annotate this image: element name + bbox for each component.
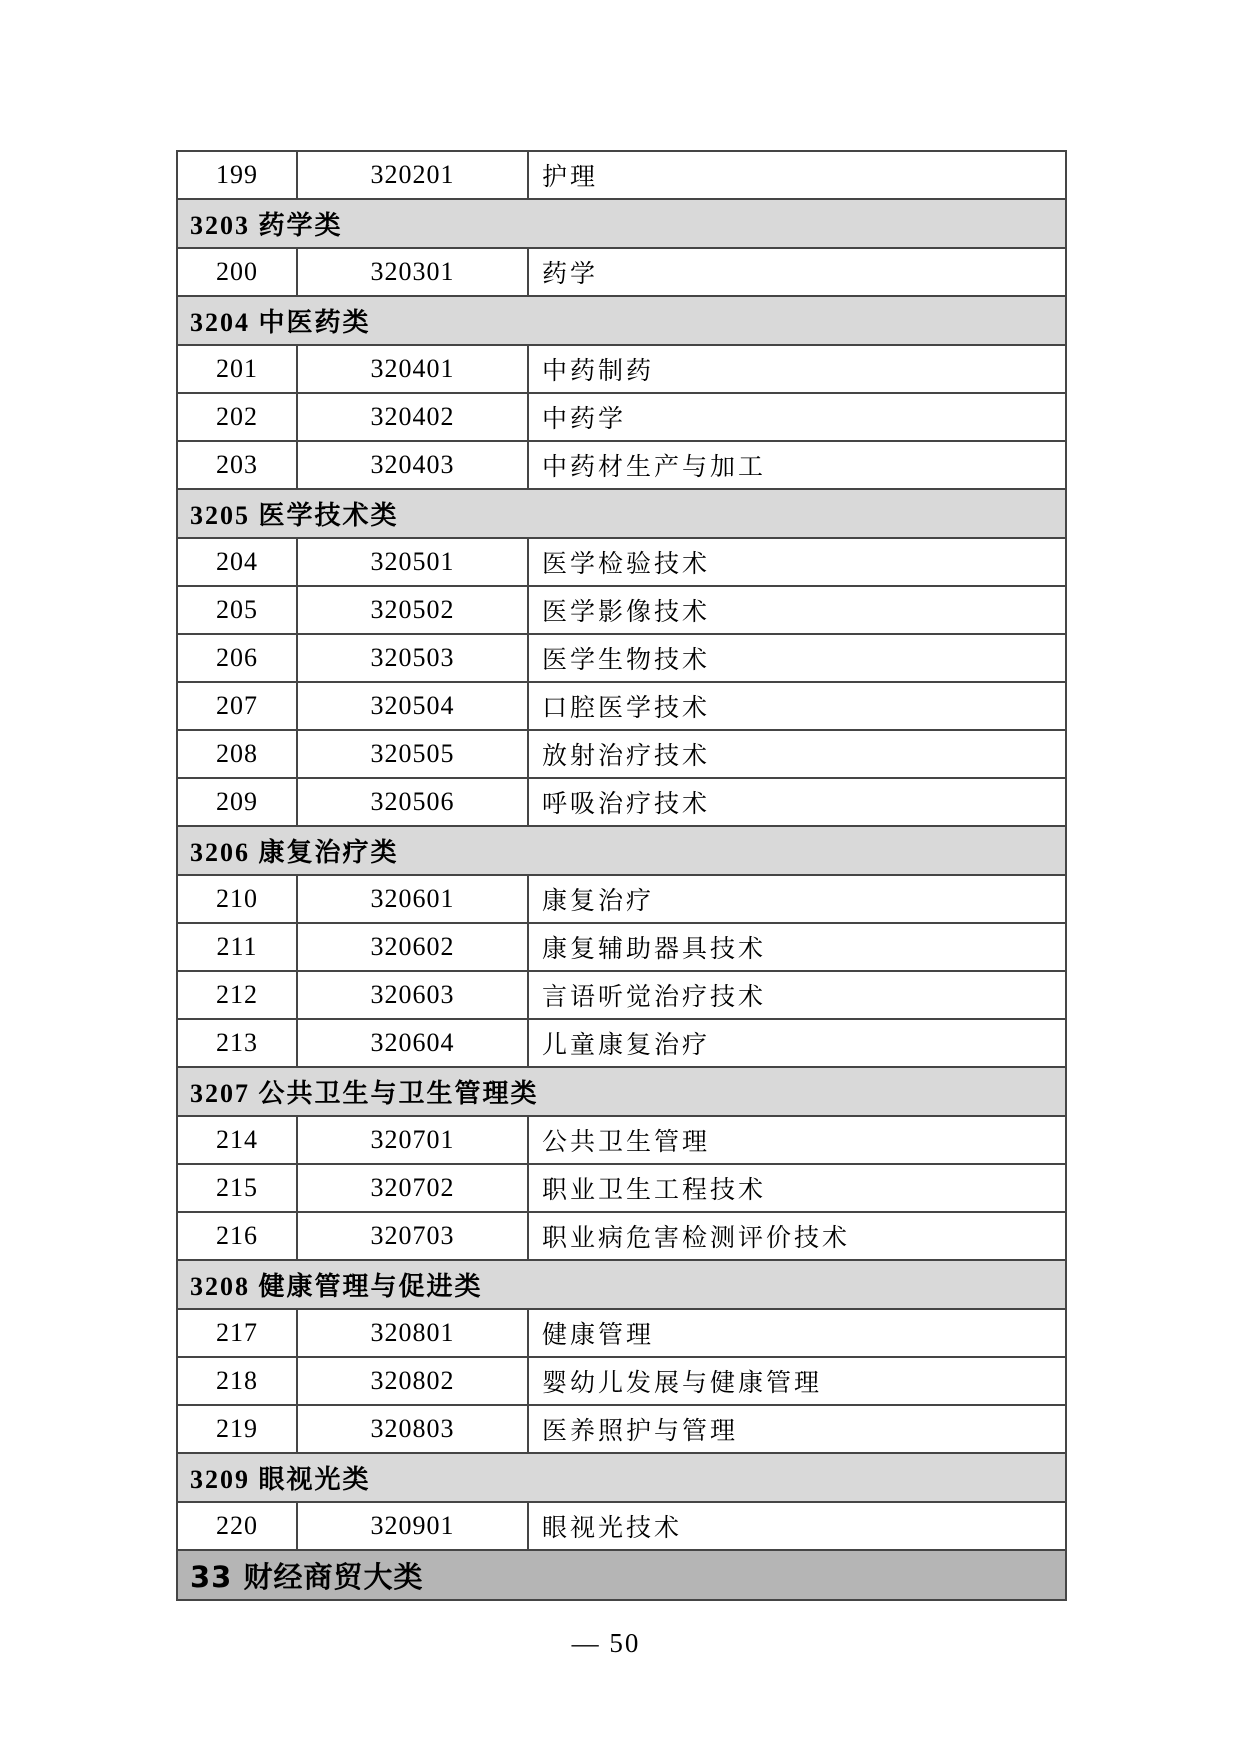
major-code-cell: 320802	[297, 1357, 528, 1405]
section-header-label: 3209 眼视光类	[177, 1453, 1066, 1502]
section-header-row	[177, 1067, 1066, 1116]
section-header-row	[177, 826, 1066, 875]
section-header-row	[177, 1453, 1066, 1502]
serial-number-cell: 208	[177, 730, 297, 778]
section-header-label: 3204 中医药类	[177, 296, 1066, 345]
major-code-cell: 320703	[297, 1212, 528, 1260]
serial-number-cell: 212	[177, 971, 297, 1019]
table-row	[177, 1309, 1066, 1357]
table-row	[177, 778, 1066, 826]
major-name-cell: 医学检验技术	[528, 538, 1066, 586]
major-code-cell: 320301	[297, 248, 528, 296]
major-category-label: 33 财经商贸大类	[177, 1550, 1066, 1600]
major-name-cell: 康复辅助器具技术	[528, 923, 1066, 971]
serial-number-cell: 218	[177, 1357, 297, 1405]
table-row	[177, 538, 1066, 586]
table-row	[177, 923, 1066, 971]
section-header-row	[177, 489, 1066, 538]
page-number: — 50	[571, 1628, 641, 1658]
major-code-cell: 320901	[297, 1502, 528, 1550]
major-name-cell: 儿童康复治疗	[528, 1019, 1066, 1067]
major-name-cell: 医学影像技术	[528, 586, 1066, 634]
major-name-cell: 眼视光技术	[528, 1502, 1066, 1550]
major-name-cell: 中药学	[528, 393, 1066, 441]
table-row	[177, 1212, 1066, 1260]
table-row	[177, 345, 1066, 393]
serial-number-cell: 216	[177, 1212, 297, 1260]
table-row	[177, 1357, 1066, 1405]
major-name-cell: 口腔医学技术	[528, 682, 1066, 730]
major-code-cell: 320603	[297, 971, 528, 1019]
major-code-cell: 320401	[297, 345, 528, 393]
serial-number-cell: 201	[177, 345, 297, 393]
table-row	[177, 1502, 1066, 1550]
major-name-cell: 中药制药	[528, 345, 1066, 393]
table-row	[177, 151, 1066, 199]
table-row	[177, 730, 1066, 778]
major-code-cell: 320201	[297, 151, 528, 199]
major-code-cell: 320402	[297, 393, 528, 441]
major-code-cell: 320502	[297, 586, 528, 634]
section-header-row	[177, 1260, 1066, 1309]
major-name-cell: 中药材生产与加工	[528, 441, 1066, 489]
table-row	[177, 634, 1066, 682]
major-code-cell: 320601	[297, 875, 528, 923]
serial-number-cell: 205	[177, 586, 297, 634]
section-header-row	[177, 296, 1066, 345]
table-row	[177, 1164, 1066, 1212]
majors-code-table	[176, 150, 1067, 1601]
serial-number-cell: 215	[177, 1164, 297, 1212]
major-name-cell: 康复治疗	[528, 875, 1066, 923]
major-code-cell: 320701	[297, 1116, 528, 1164]
major-name-cell: 护理	[528, 151, 1066, 199]
table-row	[177, 875, 1066, 923]
major-name-cell: 公共卫生管理	[528, 1116, 1066, 1164]
serial-number-cell: 214	[177, 1116, 297, 1164]
major-code-cell: 320702	[297, 1164, 528, 1212]
table-row	[177, 682, 1066, 730]
table-row	[177, 441, 1066, 489]
serial-number-cell: 206	[177, 634, 297, 682]
serial-number-cell: 207	[177, 682, 297, 730]
serial-number-cell: 209	[177, 778, 297, 826]
major-name-cell: 言语听觉治疗技术	[528, 971, 1066, 1019]
major-name-cell: 医学生物技术	[528, 634, 1066, 682]
major-code-cell: 320505	[297, 730, 528, 778]
section-header-label: 3207 公共卫生与卫生管理类	[177, 1067, 1066, 1116]
serial-number-cell: 202	[177, 393, 297, 441]
major-code-cell: 320602	[297, 923, 528, 971]
major-name-cell: 医养照护与管理	[528, 1405, 1066, 1453]
section-header-label: 3208 健康管理与促进类	[177, 1260, 1066, 1309]
table-row	[177, 1116, 1066, 1164]
major-name-cell: 健康管理	[528, 1309, 1066, 1357]
serial-number-cell: 211	[177, 923, 297, 971]
major-code-cell: 320604	[297, 1019, 528, 1067]
major-code-cell: 320403	[297, 441, 528, 489]
table-row	[177, 1405, 1066, 1453]
table-row	[177, 248, 1066, 296]
table-row	[177, 586, 1066, 634]
serial-number-cell: 210	[177, 875, 297, 923]
serial-number-cell: 213	[177, 1019, 297, 1067]
major-name-cell: 放射治疗技术	[528, 730, 1066, 778]
major-name-cell: 职业病危害检测评价技术	[528, 1212, 1066, 1260]
section-header-row	[177, 199, 1066, 248]
major-code-cell: 320803	[297, 1405, 528, 1453]
serial-number-cell: 203	[177, 441, 297, 489]
table-row	[177, 393, 1066, 441]
major-code-cell: 320506	[297, 778, 528, 826]
section-header-label: 3203 药学类	[177, 199, 1066, 248]
serial-number-cell: 199	[177, 151, 297, 199]
table-row	[177, 971, 1066, 1019]
major-code-cell: 320503	[297, 634, 528, 682]
major-name-cell: 药学	[528, 248, 1066, 296]
serial-number-cell: 219	[177, 1405, 297, 1453]
section-header-label: 3205 医学技术类	[177, 489, 1066, 538]
major-code-cell: 320504	[297, 682, 528, 730]
section-header-label: 3206 康复治疗类	[177, 826, 1066, 875]
table-row	[177, 1019, 1066, 1067]
major-code-cell: 320501	[297, 538, 528, 586]
major-code-cell: 320801	[297, 1309, 528, 1357]
serial-number-cell: 220	[177, 1502, 297, 1550]
serial-number-cell: 217	[177, 1309, 297, 1357]
serial-number-cell: 204	[177, 538, 297, 586]
major-name-cell: 职业卫生工程技术	[528, 1164, 1066, 1212]
major-name-cell: 呼吸治疗技术	[528, 778, 1066, 826]
major-name-cell: 婴幼儿发展与健康管理	[528, 1357, 1066, 1405]
serial-number-cell: 200	[177, 248, 297, 296]
major-category-header-row	[177, 1550, 1066, 1600]
